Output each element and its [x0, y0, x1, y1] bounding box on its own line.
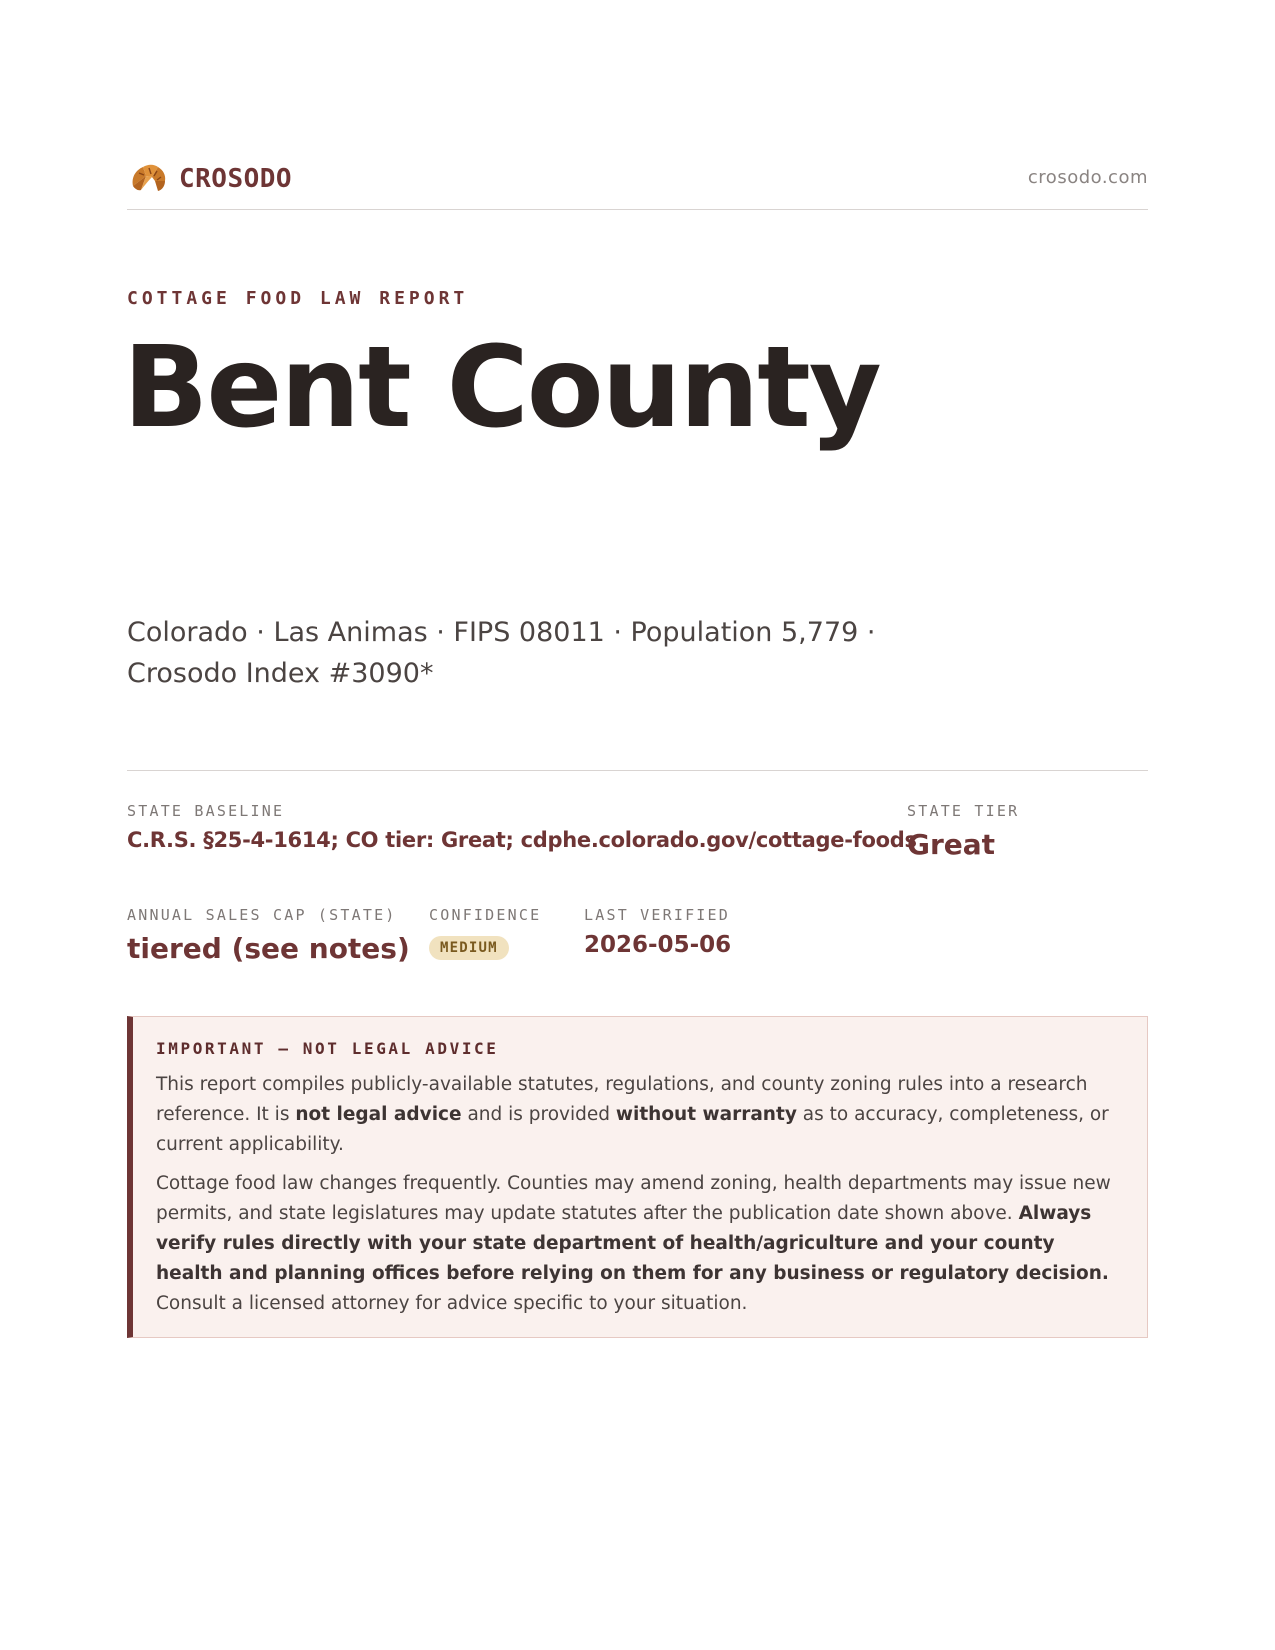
- notice-text: as to accuracy, completeness, or current applicability.: [156, 1104, 1109, 1155]
- subtitle-line-2: Crosodo Index #3090*: [127, 658, 434, 689]
- notice-text: Consult a licensed attorney for advice specific to your situation.: [156, 1293, 748, 1314]
- state-tier-value: Great: [907, 828, 996, 861]
- state-baseline-label: STATE BASELINE: [127, 802, 285, 820]
- notice-emphasis: not legal advice: [295, 1104, 462, 1125]
- last-verified-label: LAST VERIFIED: [584, 906, 730, 924]
- legal-notice-content: [156, 1039, 1126, 1319]
- brand: [127, 159, 292, 199]
- state-tier-label: STATE TIER: [907, 802, 1020, 820]
- legal-notice-paragraph-1: [156, 1070, 1126, 1160]
- last-verified-field: [584, 906, 731, 958]
- state-baseline-field: [127, 802, 917, 852]
- notice-text: Cottage food law changes frequently. Counties may amend zoning, health departments may issue new permits, and state legislatures may update statutes after the publication date shown above.: [156, 1173, 1111, 1224]
- sales-cap-value: tiered (see notes): [127, 932, 410, 965]
- report-subtitle: [127, 612, 887, 694]
- page-title: Bent County: [123, 323, 880, 453]
- state-baseline-value: C.R.S. §25-4-1614; CO tier: Great; cdphe.colorado.gov/cottage-foods: [127, 828, 917, 852]
- sales-cap-label: ANNUAL SALES CAP (STATE): [127, 906, 397, 924]
- confidence-field: [429, 906, 541, 960]
- section-divider: [127, 770, 1148, 771]
- notice-emphasis: without warranty: [615, 1104, 797, 1125]
- croissant-icon: [127, 159, 171, 199]
- legal-notice-paragraph-2: [156, 1169, 1126, 1319]
- sales-cap-field: [127, 906, 410, 965]
- notice-text: This report compiles publicly-available statutes, regulations, and county zoning rules into a research reference. It is: [156, 1074, 1088, 1125]
- subtitle-line-1: Colorado · Las Animas · FIPS 08011 · Population 5,779 ·: [127, 617, 876, 648]
- report-page: [123, 0, 1148, 1650]
- notice-text: and is provided: [461, 1104, 616, 1125]
- legal-notice: [127, 1016, 1148, 1338]
- brand-name: CROSODO: [179, 164, 293, 194]
- state-tier-field: [907, 802, 1019, 861]
- report-kicker: COTTAGE FOOD LAW REPORT: [127, 288, 469, 309]
- legal-notice-title: IMPORTANT — NOT LEGAL ADVICE: [156, 1039, 499, 1058]
- confidence-badge: MEDIUM: [429, 936, 509, 960]
- confidence-label: CONFIDENCE: [429, 906, 542, 924]
- notice-emphasis: Always verify rules directly with your state department of health/agriculture and your county health and planning offices before relying on them for any business or regulatory decision.: [156, 1203, 1109, 1284]
- last-verified-value: 2026-05-06: [584, 932, 732, 958]
- page-header: [127, 157, 1148, 210]
- site-url-link[interactable]: crosodo.com: [1027, 167, 1148, 188]
